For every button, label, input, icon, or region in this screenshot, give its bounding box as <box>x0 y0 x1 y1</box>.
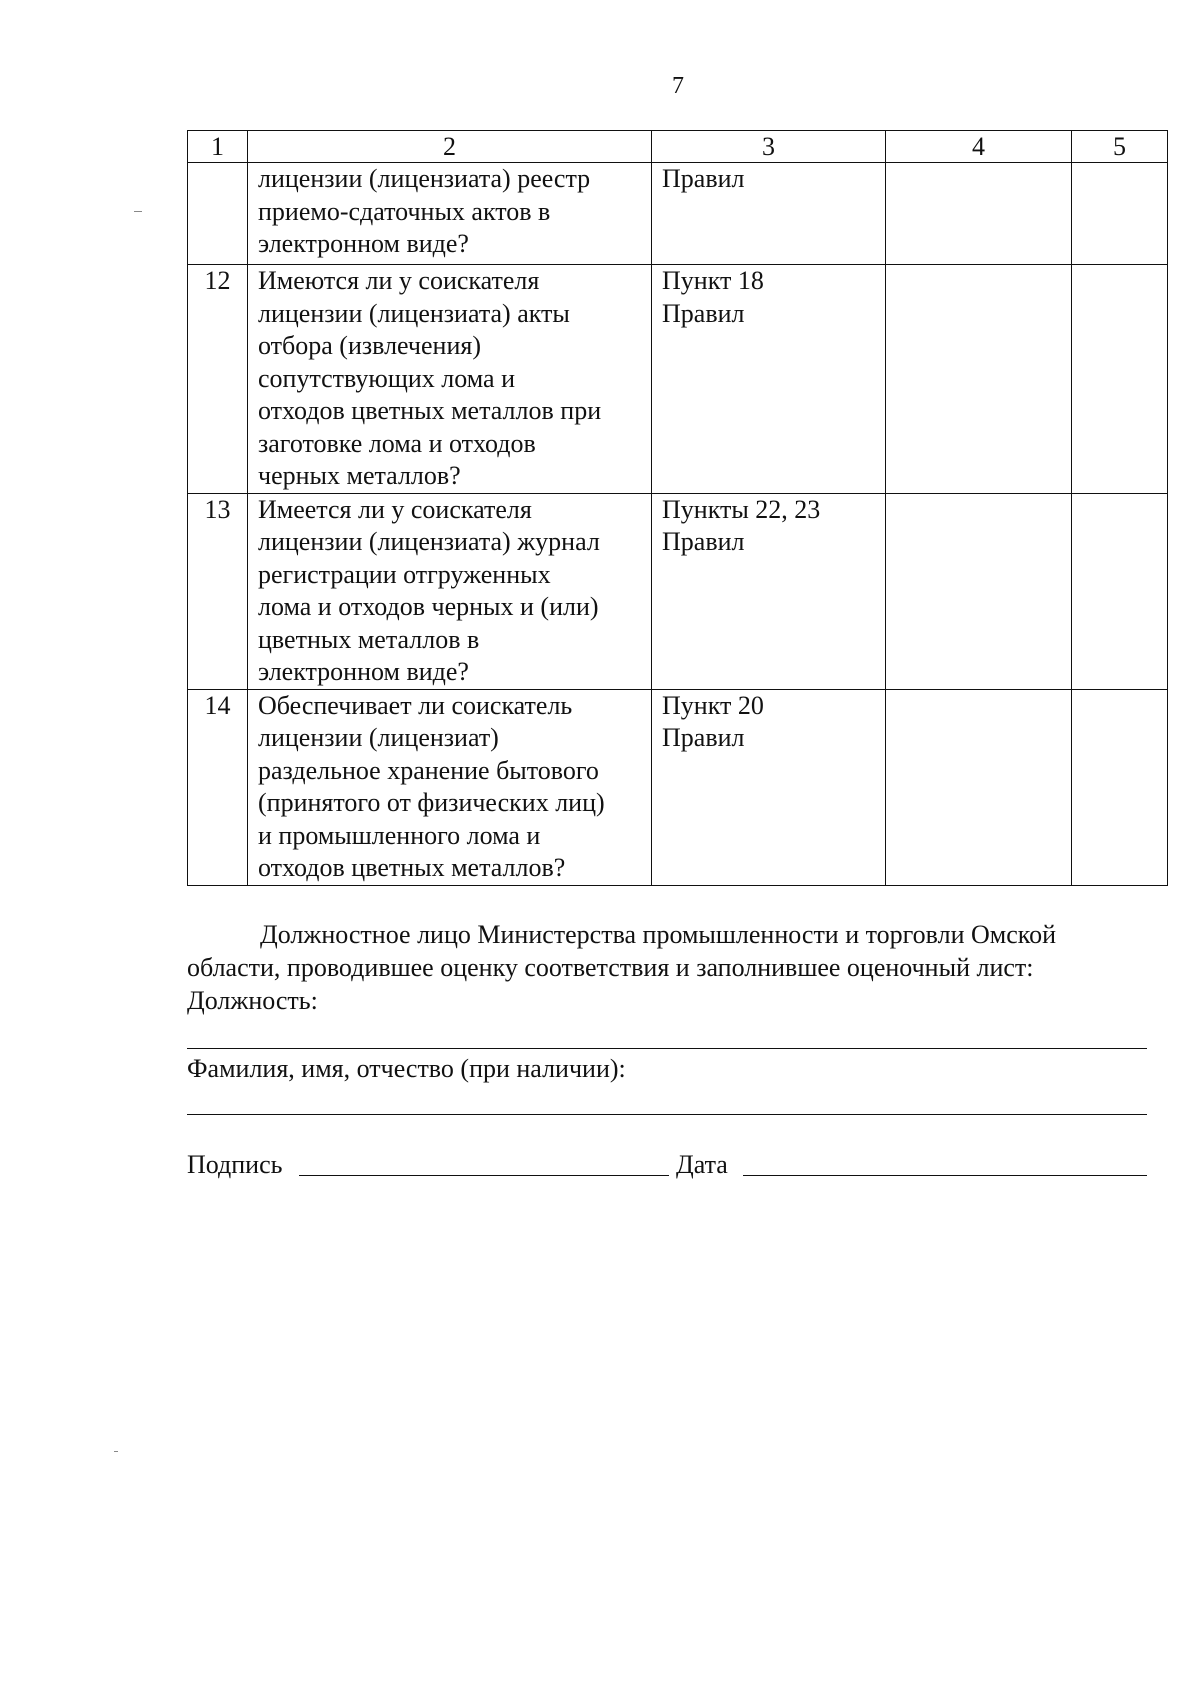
assessment-cell <box>886 265 1072 494</box>
header-cell: 4 <box>886 131 1072 163</box>
date-fill-line <box>743 1175 1147 1176</box>
question-line: сопутствующих лома и <box>258 363 515 393</box>
note-cell <box>1072 689 1168 885</box>
header-cell: 3 <box>652 131 886 163</box>
row-number: 14 <box>188 689 248 885</box>
date-label: Дата <box>676 1150 728 1179</box>
reference-line: Пункты 22, 23 <box>662 494 821 524</box>
position-fill-line <box>187 1048 1147 1049</box>
table-header-row <box>188 131 1168 163</box>
question-line: Имеется ли у соискателя <box>258 494 532 524</box>
note-cell <box>1072 265 1168 494</box>
reference-line: Правил <box>662 527 745 556</box>
question-line: электронном виде? <box>258 657 469 686</box>
header-cell: 1 <box>188 131 248 163</box>
question-line: лицензии (лицензиат) <box>258 723 499 752</box>
question-line: электронном виде? <box>258 229 469 258</box>
table-row <box>188 689 1168 885</box>
checklist-table <box>187 130 1168 886</box>
question-cell <box>248 265 652 494</box>
question-line: лицензии (лицензиата) реестр <box>258 164 591 193</box>
reference-line: Пункт 18 <box>662 266 764 295</box>
fio-label: Фамилия, имя, отчество (при наличии): <box>187 1054 626 1083</box>
page-number: 7 <box>672 73 684 99</box>
question-line: раздельное хранение бытового <box>258 755 599 785</box>
question-line: регистрации отгруженных <box>258 559 551 589</box>
question-line: Имеются ли у соискателя <box>258 266 540 295</box>
reference-cell <box>652 493 886 689</box>
fio-fill-line <box>187 1114 1147 1115</box>
question-line: лицензии (лицензиата) акты <box>258 298 570 328</box>
scan-speck <box>114 1451 118 1452</box>
signature-fill-line <box>299 1175 669 1176</box>
reference-line: Правил <box>662 723 745 752</box>
row-number: 12 <box>188 265 248 494</box>
reference-line: Правил <box>662 164 745 193</box>
reference-line: Правил <box>662 298 745 328</box>
question-line: отходов цветных металлов при <box>258 396 602 425</box>
position-label: Должность: <box>187 986 318 1015</box>
assessment-cell <box>886 689 1072 885</box>
official-statement <box>187 918 1147 1017</box>
question-line: и промышленного лома и <box>258 820 541 850</box>
assessment-cell <box>886 493 1072 689</box>
question-cell <box>248 163 652 265</box>
header-cell: 5 <box>1072 131 1168 163</box>
note-cell <box>1072 493 1168 689</box>
assessment-cell <box>886 163 1072 265</box>
question-line: заготовке лома и отходов <box>258 428 536 458</box>
table-row <box>188 265 1168 494</box>
question-line: лома и отходов черных и (или) <box>258 592 599 621</box>
question-line: черных металлов? <box>258 461 461 490</box>
question-line: приемо-сдаточных актов в <box>258 196 551 226</box>
row-number: 13 <box>188 493 248 689</box>
signature-row <box>187 1148 1147 1188</box>
reference-line: Пункт 20 <box>662 690 764 720</box>
table-row <box>188 163 1168 265</box>
question-line: отходов цветных металлов? <box>258 853 566 882</box>
official-line: Должностное лицо Министерства промышленности и торговли Омской <box>260 920 1056 949</box>
question-line: (принятого от физических лиц) <box>258 788 605 817</box>
question-line: Обеспечивает ли соискатель <box>258 690 573 720</box>
reference-cell <box>652 689 886 885</box>
question-cell <box>248 493 652 689</box>
question-line: лицензии (лицензиата) журнал <box>258 527 600 556</box>
question-line: цветных металлов в <box>258 624 480 654</box>
note-cell <box>1072 163 1168 265</box>
reference-cell <box>652 265 886 494</box>
question-cell <box>248 689 652 885</box>
reference-cell <box>652 163 886 265</box>
question-line: отбора (извлечения) <box>258 331 481 360</box>
signature-label: Подпись <box>187 1150 283 1179</box>
scan-speck <box>134 211 142 212</box>
official-line: области, проводившее оценку соответствия и заполнившее оценочный лист: <box>187 953 1034 982</box>
row-number <box>188 163 248 265</box>
header-cell: 2 <box>248 131 652 163</box>
table-row <box>188 493 1168 689</box>
